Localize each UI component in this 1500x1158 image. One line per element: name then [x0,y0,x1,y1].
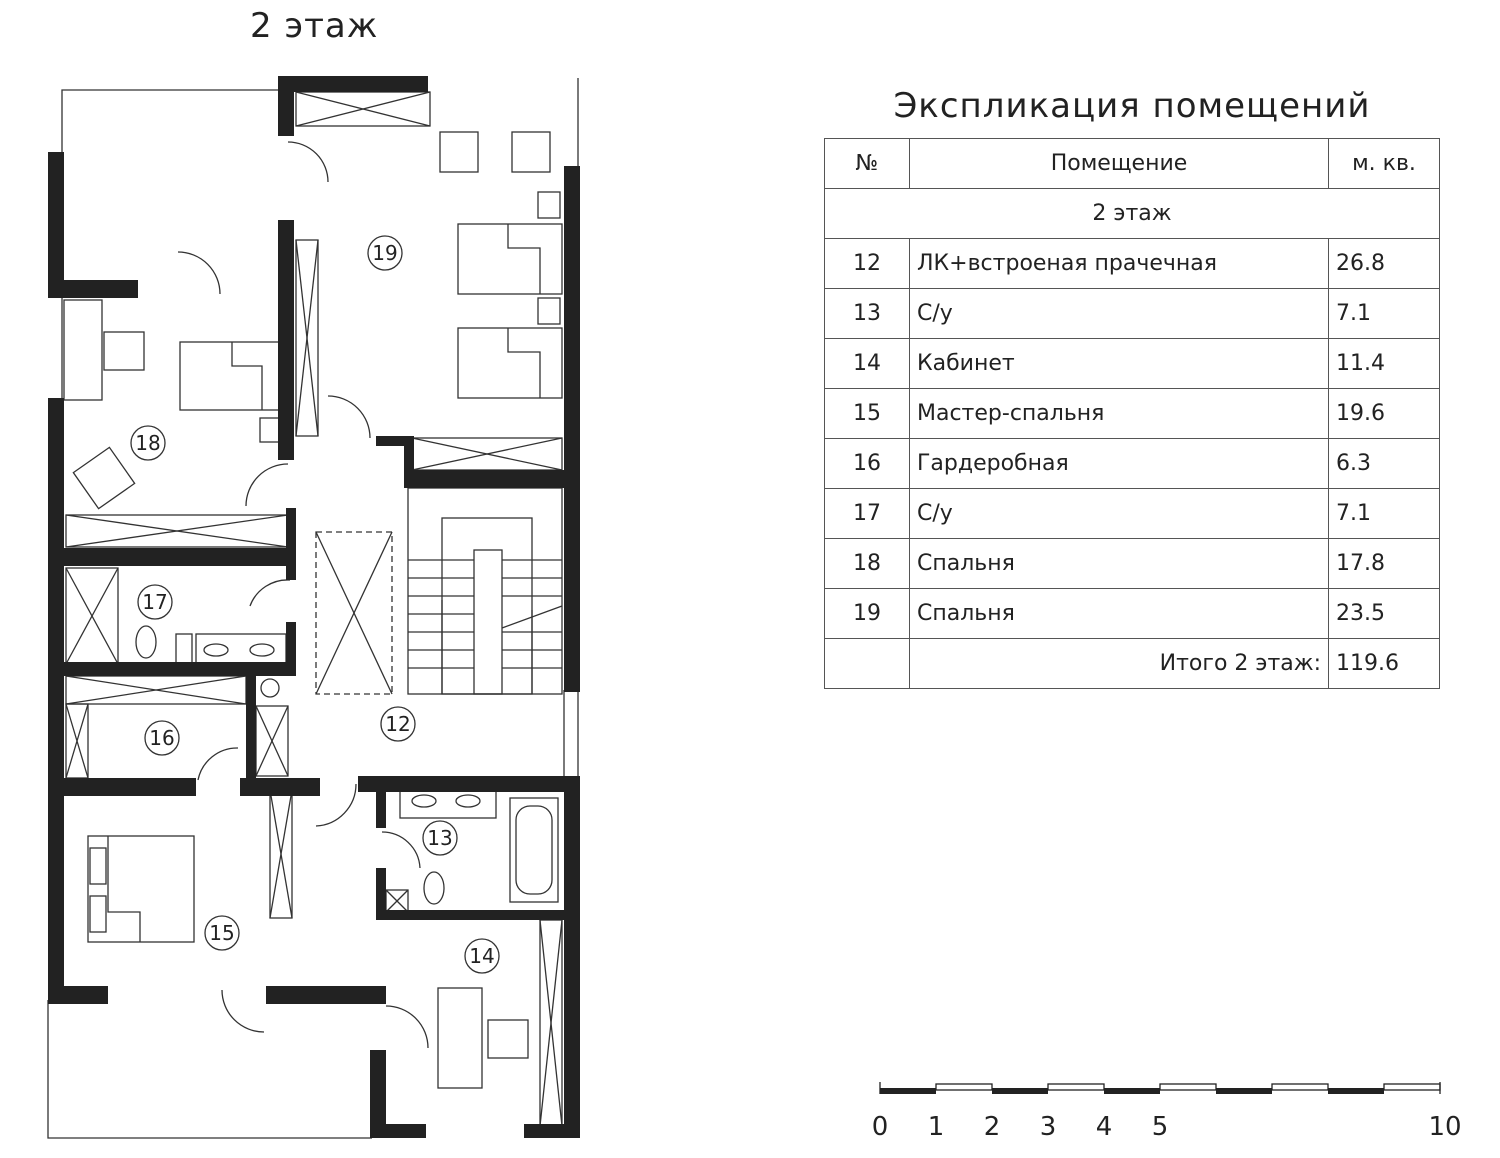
table-row [825,539,1440,589]
header-num: № [825,139,910,189]
door-16 [198,748,238,780]
toilet-17 [136,626,156,658]
armchair-19-b [512,132,550,172]
door-19-terrace [288,142,328,182]
staircase [408,488,562,694]
floor-label: 2 этаж [825,189,1440,239]
room-label-12: 12 [385,712,411,736]
scale-bar [860,1070,1460,1110]
total-value: 119.6 [1329,639,1440,689]
bed-19-b [458,328,562,398]
bed-19-a [458,224,562,294]
floor-row [825,189,1440,239]
row-area: 11.4 [1329,339,1440,389]
scale-tick: 3 [1039,1112,1057,1142]
row-name: Спальня [910,539,1329,589]
scale-tick: 5 [1151,1112,1169,1142]
row-num: 19 [825,589,910,639]
door-18 [246,464,288,506]
door-17 [250,580,290,606]
desk-18 [64,300,102,400]
room-label-15: 15 [209,921,235,945]
desk-14 [438,988,482,1088]
row-area: 7.1 [1329,489,1440,539]
terrace-outline-bottom [48,1000,372,1138]
chair-18 [104,332,144,370]
table-row [825,339,1440,389]
room-label-17: 17 [142,590,168,614]
row-name: ЛК+встроеная прачечная [910,239,1329,289]
row-name: Гардеробная [910,439,1329,489]
door-18-terrace [178,252,220,294]
armchair-18 [73,447,134,508]
table-row [825,589,1440,639]
row-num: 12 [825,239,910,289]
row-num: 16 [825,439,910,489]
row-num: 13 [825,289,910,339]
room-label-14: 14 [469,944,495,968]
scale-tick: 0 [871,1112,889,1142]
bed-15 [88,836,194,942]
row-num: 15 [825,389,910,439]
scale-tick: 2 [983,1112,1001,1142]
scale-tick: 10 [1428,1112,1462,1142]
row-num: 18 [825,539,910,589]
row-area: 19.6 [1329,389,1440,439]
table-row [825,289,1440,339]
room-label-19: 19 [372,241,398,265]
row-num: 14 [825,339,910,389]
header-room: Помещение [910,139,1329,189]
row-name: Спальня [910,589,1329,639]
row-area: 26.8 [1329,239,1440,289]
door-13 [382,832,420,868]
row-name: Кабинет [910,339,1329,389]
washer [261,679,279,697]
scale-tick: 1 [927,1112,945,1142]
sinks-17 [196,634,286,664]
row-name: Мастер-спальня [910,389,1329,439]
door-19 [328,396,370,438]
walls [48,76,580,1138]
room-label-16: 16 [149,726,175,750]
row-name: С/у [910,289,1329,339]
table-row [825,389,1440,439]
terrace-outline-top [62,90,278,152]
door-15 [316,784,356,826]
scale-tick: 4 [1095,1112,1113,1142]
row-name: С/у [910,489,1329,539]
row-num: 17 [825,489,910,539]
armchair-19-a [440,132,478,172]
total-label: Итого 2 этаж: [910,639,1329,689]
toilet-13 [424,872,444,904]
header-area: м. кв. [1329,139,1440,189]
row-area: 7.1 [1329,289,1440,339]
total-row [825,639,1440,689]
table-header-row [825,139,1440,189]
plan-title: 2 этаж [250,6,379,46]
row-area: 23.5 [1329,589,1440,639]
table-row [825,439,1440,489]
table-row [825,239,1440,289]
room-label-13: 13 [427,826,453,850]
door-14 [386,1006,428,1048]
row-area: 6.3 [1329,439,1440,489]
row-area: 17.8 [1329,539,1440,589]
door-15-terrace [222,990,264,1032]
explication-title: Экспликация помещений [893,86,1371,126]
explication-table [824,138,1440,689]
sinks-13 [400,788,496,818]
table-row [825,489,1440,539]
room-label-18: 18 [135,431,161,455]
chair-14 [488,1020,528,1058]
